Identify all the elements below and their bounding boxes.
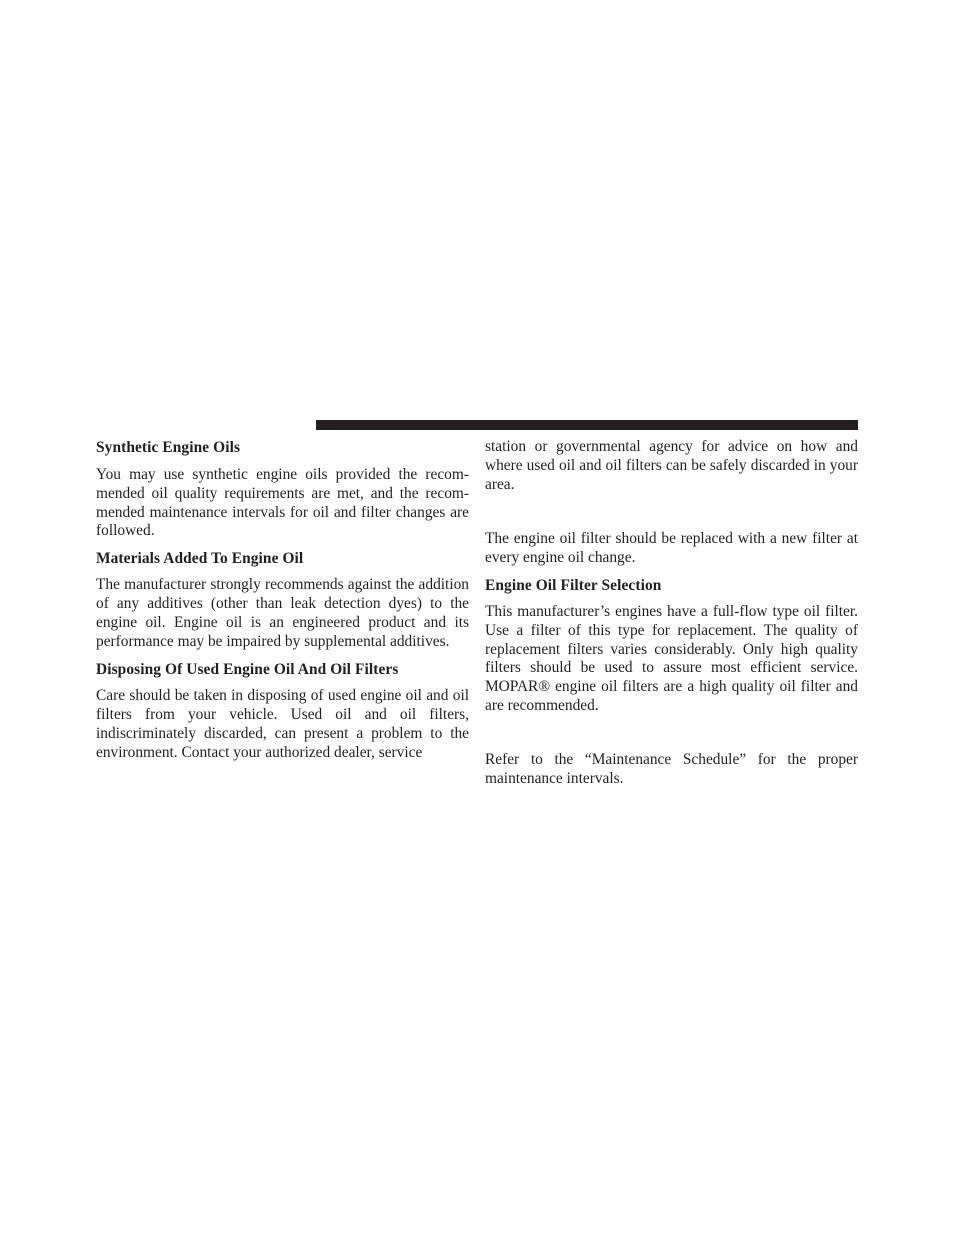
paragraph-synthetic-engine-oils: You may use synthetic engine oils provided the recommended oil quality requirements are met, and the recommended maintenance intervals for oil and filter changes are followed. xyxy=(96,466,469,540)
left-column xyxy=(96,438,469,763)
paragraph-maintenance-schedule: Refer to the “Maintenance Schedule” for the proper maintenance intervals. xyxy=(485,750,858,787)
right-column xyxy=(485,438,858,788)
heading-materials-added: Materials Added To Engine Oil xyxy=(96,550,304,568)
paragraph-oil-filter-selection: This manufacturer’s engines have a full-flow type oil filter. Use a filter of this type for replacement. The quality of replacement filters varies considerably. Only high quality filters should be used to assure most efficient service. MOPAR® engine oil filters are a high quality oil filter and are recommended. xyxy=(485,602,858,714)
paragraph-disposing-used-oil: Care should be taken in disposing of used engine oil and oil filters from your vehicle. Used oil and oil filters, indiscriminately discarded, can present a problem to the environment. Contact your authorized dealer, service xyxy=(96,687,469,761)
heading-synthetic-engine-oils: Synthetic Engine Oils xyxy=(96,439,241,456)
paragraph-materials-added: The manufacturer strongly recommends against the addition of any additives (other than leak detection dyes) to the engine oil. Engine oil is an engineered product and its performance may be impaired by supplemental additives. xyxy=(96,576,469,650)
heading-disposing-used-oil: Disposing Of Used Engine Oil And Oil Filters xyxy=(96,661,399,679)
paragraph-filter-replacement: The engine oil filter should be replaced with a new filter at every engine oil change. xyxy=(485,530,858,567)
paragraph-disposing-continued: station or governmental agency for advice on how and where used oil and oil filters can be safely discarded in your area. xyxy=(485,438,858,493)
section-header-rule xyxy=(316,420,858,430)
heading-oil-filter-selection: Engine Oil Filter Selection xyxy=(485,576,662,594)
